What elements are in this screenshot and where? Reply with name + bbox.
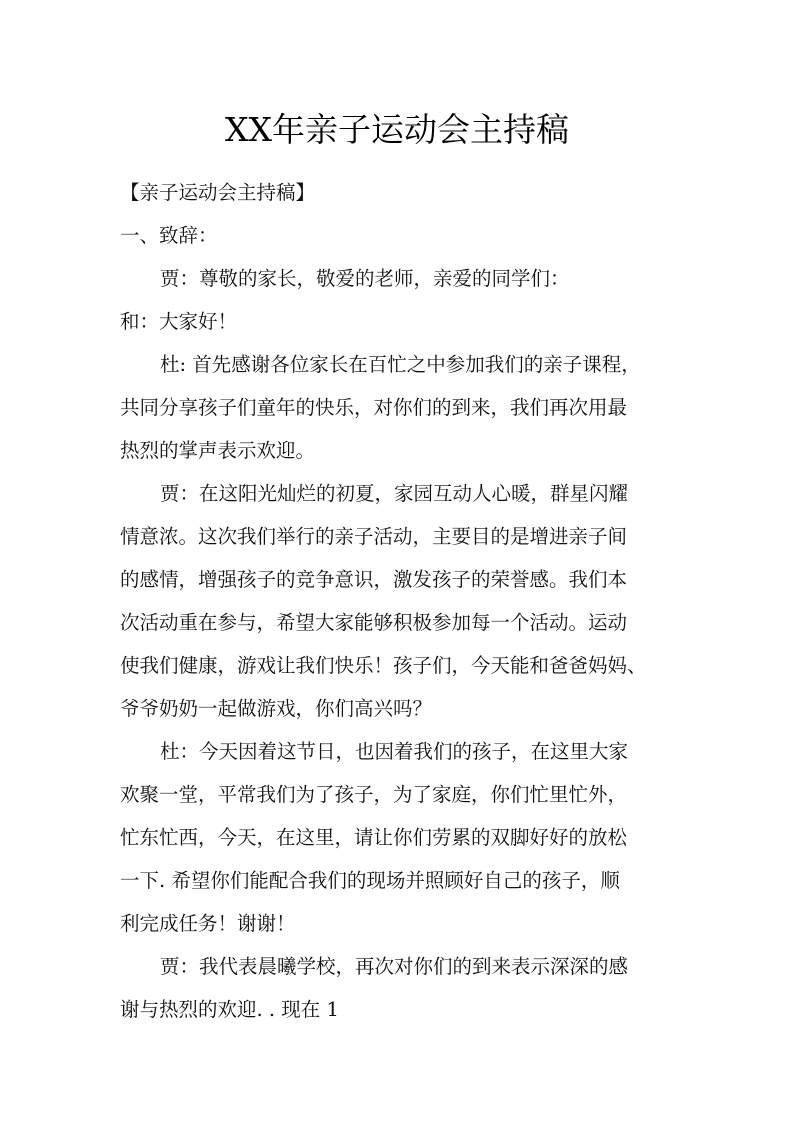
paragraph-line: 使我们健康，游戏让我们快乐！孩子们，今天能和爸爸妈妈、 bbox=[120, 654, 647, 677]
paragraph-line: 一下. 希望你们能配合我们的现场并照顾好自己的孩子，顺 bbox=[120, 869, 620, 892]
paragraph-line: 利完成任务！谢谢！ bbox=[120, 912, 296, 935]
paragraph-line: 贾：尊敬的家长，敬爱的老师，亲爱的同学们： bbox=[160, 267, 570, 290]
paragraph-line: 次活动重在参与，希望大家能够积极参加每一个活动。运动 bbox=[120, 611, 628, 634]
paragraph-line: 情意浓。这次我们举行的亲子活动，主要目的是增进亲子间 bbox=[120, 525, 628, 548]
paragraph-line: 爷爷奶奶一起做游戏，你们高兴吗？ bbox=[120, 697, 433, 720]
section-header: 【亲子运动会主持稿】 bbox=[120, 181, 316, 204]
section-heading-greeting: 一、致辞： bbox=[120, 224, 218, 247]
paragraph-line: 贾：在这阳光灿烂的初夏，家园互动人心暖，群星闪耀 bbox=[160, 482, 629, 505]
paragraph-line: 热烈的掌声表示欢迎。 bbox=[120, 439, 316, 462]
paragraph-line: 杜：今天因着这节日，也因着我们的孩子，在这里大家 bbox=[160, 740, 629, 763]
paragraph-line: 和：大家好！ bbox=[120, 310, 238, 333]
paragraph-line: 杜: 首先感谢各位家长在百忙之中参加我们的亲子课程， bbox=[160, 353, 641, 376]
paragraph-line: 的感情，增强孩子的竞争意识，激发孩子的荣誉感。我们本 bbox=[120, 568, 628, 591]
paragraph-line: 共同分享孩子们童年的快乐，对你们的到来，我们再次用最 bbox=[120, 396, 628, 419]
paragraph-line: 欢聚一堂，平常我们为了孩子，为了家庭，你们忙里忙外， bbox=[120, 783, 628, 806]
paragraph-line: 谢与热烈的欢迎. . 现在 1 bbox=[120, 998, 339, 1021]
document-title: XX年亲子运动会主持稿 bbox=[225, 110, 569, 149]
paragraph-line: 贾：我代表晨曦学校，再次对你们的到来表示深深的感 bbox=[160, 955, 629, 978]
paragraph-line: 忙东忙西，今天，在这里，请让你们劳累的双脚好好的放松 bbox=[120, 826, 628, 849]
